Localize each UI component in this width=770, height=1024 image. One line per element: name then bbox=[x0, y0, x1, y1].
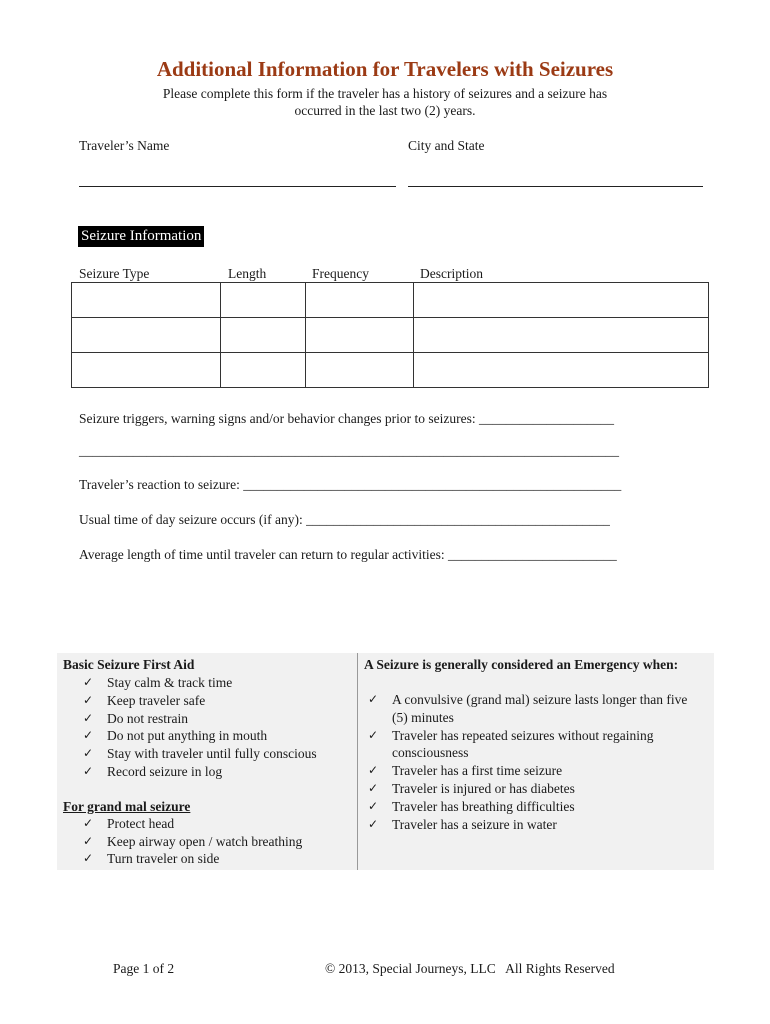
page-title: Additional Information for Travelers with Seizures bbox=[156, 57, 614, 81]
col-frequency: Frequency bbox=[312, 266, 369, 281]
col-length: Length bbox=[228, 266, 267, 281]
checkmark-icon: ✓ bbox=[368, 798, 379, 813]
checkmark-icon: ✓ bbox=[368, 763, 379, 778]
table-row bbox=[72, 283, 709, 318]
checkmark-icon: ✓ bbox=[83, 851, 94, 866]
list-item: ✓ Do not restrain bbox=[83, 710, 188, 726]
time-of-day-question[interactable]: Usual time of day seizure occurs (if any): _____________________________________________ bbox=[79, 512, 610, 527]
list-item: ✓ Stay with traveler until fully conscious bbox=[83, 746, 317, 762]
table-cell[interactable] bbox=[306, 318, 414, 353]
list-item: ✓ Protect head bbox=[83, 815, 175, 831]
table-cell[interactable] bbox=[221, 353, 306, 388]
checkmark-icon: ✓ bbox=[83, 675, 94, 689]
table-cell[interactable] bbox=[306, 353, 414, 388]
checkmark-icon: ✓ bbox=[368, 692, 379, 706]
emergency-column bbox=[364, 657, 714, 833]
list-item: ✓ Keep traveler safe bbox=[83, 692, 206, 708]
seizure-table bbox=[71, 282, 709, 388]
table-cell[interactable] bbox=[414, 283, 709, 318]
form-instructions bbox=[0, 85, 770, 119]
triggers-continuation-line[interactable]: ________________________________________________________________________________ bbox=[79, 443, 619, 458]
emergency-heading: A Seizure is generally considered an Emergency when: bbox=[364, 657, 679, 672]
grand-mal-heading: For grand mal seizure bbox=[63, 798, 191, 814]
table-cell[interactable] bbox=[72, 283, 221, 318]
checkmark-icon: ✓ bbox=[83, 763, 94, 778]
checkmark-icon: ✓ bbox=[368, 780, 379, 795]
city-state-field[interactable] bbox=[408, 186, 703, 187]
grand-mal-list bbox=[83, 815, 353, 868]
list-item: ✓ Record seizure in log bbox=[83, 763, 223, 779]
checkmark-icon: ✓ bbox=[83, 833, 94, 848]
list-item: ✓ Turn traveler on side bbox=[83, 851, 220, 867]
checkmark-icon: ✓ bbox=[368, 816, 379, 831]
table-cell[interactable] bbox=[221, 318, 306, 353]
list-item: ✓ Keep airway open / watch breathing bbox=[83, 833, 303, 849]
copyright-notice: © 2013, Special Journeys, LLC All Rights Reserved bbox=[325, 961, 615, 976]
list-item: ✓ Traveler is injured or has diabetes bbox=[368, 780, 575, 796]
city-state-label: City and State bbox=[408, 138, 485, 153]
list-item: ✓ Do not put anything in mouth bbox=[83, 728, 268, 744]
first-aid-heading: Basic Seizure First Aid bbox=[63, 657, 195, 672]
table-cell[interactable] bbox=[414, 318, 709, 353]
checkmark-icon: ✓ bbox=[83, 746, 94, 761]
first-aid-column bbox=[63, 657, 353, 868]
table-row bbox=[72, 318, 709, 353]
table-cell[interactable] bbox=[72, 353, 221, 388]
list-item: ✓ Traveler has breathing difficulties bbox=[368, 798, 575, 814]
travelers-name-field[interactable] bbox=[79, 186, 396, 187]
list-item: ✓ Traveler has repeated seizures without regaining consciousness bbox=[368, 727, 654, 761]
list-item: ✓ A convulsive (grand mal) seizure lasts longer than five (5) minutes bbox=[368, 692, 688, 725]
list-item: ✓ Traveler has a seizure in water bbox=[368, 816, 557, 832]
triggers-question[interactable]: Seizure triggers, warning signs and/or behavior changes prior to seizures: ____________________ bbox=[79, 411, 615, 426]
list-item: ✓ Traveler has a first time seizure bbox=[368, 763, 563, 779]
list-item: ✓ Stay calm & track time bbox=[83, 675, 233, 690]
travelers-name-label: Traveler’s Name bbox=[79, 138, 170, 153]
table-cell[interactable] bbox=[414, 353, 709, 388]
box-divider bbox=[357, 653, 358, 870]
instructions-line-2: occurred in the last two (2) years. bbox=[294, 103, 476, 118]
first-aid-list bbox=[83, 674, 353, 781]
seizure-info-heading: Seizure Information bbox=[78, 226, 204, 247]
checkmark-icon: ✓ bbox=[83, 710, 94, 725]
checkmark-icon: ✓ bbox=[368, 727, 379, 742]
reaction-question[interactable]: Traveler’s reaction to seizure: ________________________________________________________ bbox=[79, 477, 622, 492]
table-cell[interactable] bbox=[221, 283, 306, 318]
table-row bbox=[72, 353, 709, 388]
emergency-list bbox=[368, 691, 703, 833]
table-cell[interactable] bbox=[72, 318, 221, 353]
return-time-question[interactable]: Average length of time until traveler can return to regular activities: _________________________ bbox=[79, 547, 617, 562]
checkmark-icon: ✓ bbox=[83, 692, 94, 707]
instructions-line-1: Please complete this form if the traveler has a history of seizures and a seizure has bbox=[162, 86, 608, 101]
table-cell[interactable] bbox=[306, 283, 414, 318]
page-number: Page 1 of 2 bbox=[113, 961, 175, 976]
checkmark-icon: ✓ bbox=[83, 815, 94, 830]
col-seizure-type: Seizure Type bbox=[79, 266, 150, 281]
col-description: Description bbox=[420, 266, 483, 281]
checkmark-icon: ✓ bbox=[83, 728, 94, 743]
